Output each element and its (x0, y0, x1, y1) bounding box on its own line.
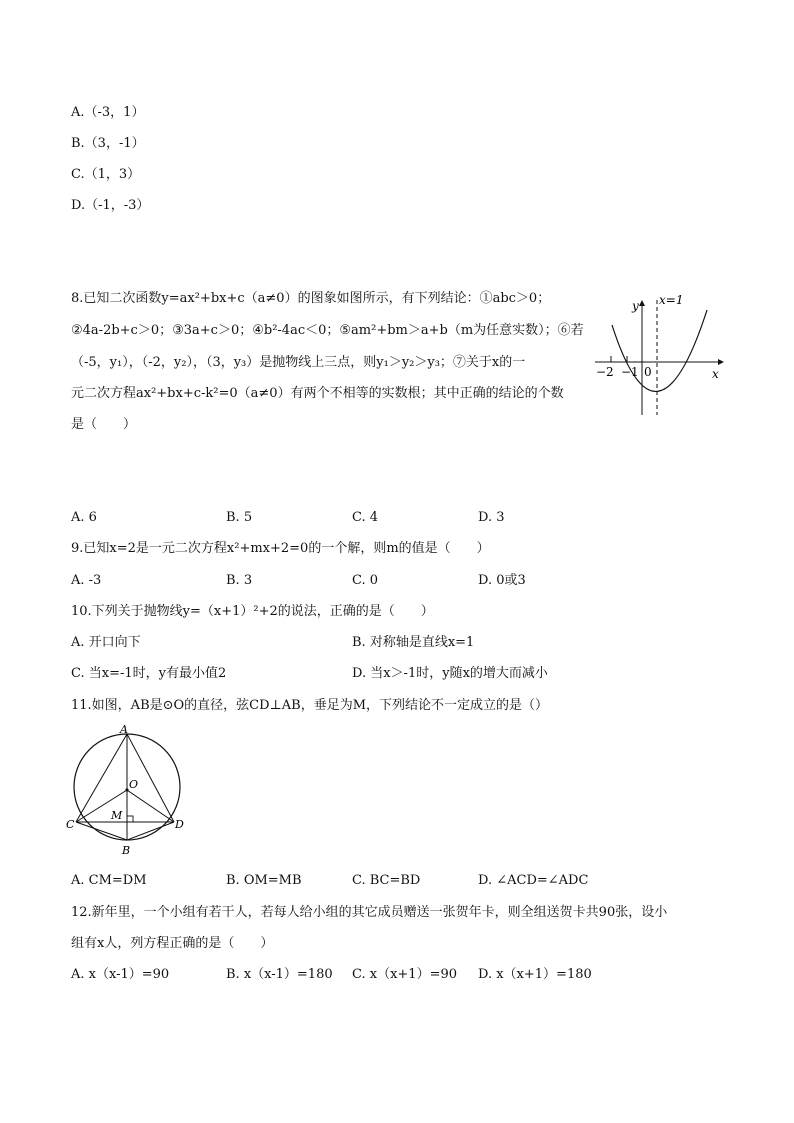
q8-text-line2: ②4a-2b+c＞0；③3a+c＞0；④b²-4ac＜0；⑤am²+bm＞a+b（m为任意实数）；⑥若 (71, 323, 584, 338)
q8-option-a: A. 6 (71, 510, 97, 525)
segment-bd (127, 822, 174, 840)
q10-option-d: D. 当x＞-1时，y随x的增大而减小 (352, 666, 548, 681)
graph-y-label: y (632, 299, 639, 313)
graph-x-label: x (712, 367, 719, 381)
graph-axis-line-label: x=1 (659, 293, 684, 307)
q10-option-c: C. 当x=-1时，y有最小值2 (71, 666, 227, 681)
q8-text-line3: （-5，y₁），（-2，y₂），（3，y₃）是抛物线上三点，则y₁＞y₂＞y₃；⑦关于x的一 (71, 355, 526, 370)
label-d: D (175, 818, 184, 831)
q11-option-a: A. CM=DM (71, 873, 147, 888)
q9-option-d: D. 0或3 (478, 573, 526, 588)
q7-option-c: C.（1，3） (71, 167, 141, 182)
q7-option-d: D.（-1，-3） (71, 198, 150, 213)
segment-bc (76, 822, 127, 840)
q12-option-c: C. x（x+1）=90 (352, 967, 458, 982)
graph-tick-neg1: −1 (621, 365, 639, 379)
graph-tick-neg2: −2 (596, 365, 614, 379)
q9-option-a: A. -3 (71, 573, 102, 588)
q8-option-b: B. 5 (226, 510, 253, 525)
right-angle-mark (127, 816, 133, 822)
label-m: M (111, 809, 123, 822)
q9-option-c: C. 0 (352, 573, 379, 588)
segment-od (127, 790, 174, 822)
q10-option-a: A. 开口向下 (71, 635, 141, 650)
q12-text-line1: 12.新年里，一个小组有若干人，若每人给小组的其它成员赠送一张贺年卡，则全组送贺卡共90张，设小 (71, 905, 668, 920)
label-c: C (66, 818, 75, 831)
q9-text: 9.已知x=2是一元二次方程x²+mx+2=0的一个解，则m的值是（ ） (71, 541, 490, 556)
q8-option-c: C. 4 (352, 510, 379, 525)
q9-option-b: B. 3 (226, 573, 253, 588)
q11-option-b: B. OM=MB (226, 873, 302, 888)
q7-option-b: B.（3，-1） (71, 136, 145, 151)
q8-text-line4: 元二次方程ax²+bx+c-k²=0（a≠0）有两个不相等的实数根；其中正确的结论的个数 (71, 386, 564, 401)
q10-option-b: B. 对称轴是直线x=1 (352, 635, 475, 650)
q12-option-b: B. x（x-1）=180 (226, 967, 333, 982)
label-b: B (122, 844, 131, 857)
q12-option-d: D. x（x+1）=180 (478, 967, 592, 982)
label-o: O (129, 778, 139, 791)
q11-option-c: C. BC=BD (352, 873, 421, 888)
y-axis-arrow (639, 300, 645, 306)
q8-text-line1: 8.已知二次函数y=ax²+bx+c（a≠0）的图象如图所示，有下列结论：①abc＞0； (71, 291, 551, 306)
q11-text: 11.如图，AB是⊙O的直径，弦CD⊥AB，垂足为M，下列结论不一定成立的是（） (71, 698, 549, 713)
q11-option-d: D. ∠ACD=∠ADC (478, 873, 589, 888)
q11-circle-figure (66, 723, 184, 859)
q10-text: 10.下列关于抛物线y=（x+1）²+2的说法，正确的是（ ） (71, 604, 434, 619)
q8-parabola-graph (590, 290, 730, 425)
parabola-curve (612, 310, 707, 391)
x-axis-arrow (718, 359, 724, 365)
q7-option-a: A.（-3，1） (71, 105, 145, 120)
label-a: A (120, 723, 128, 736)
q12-text-line2: 组有x人，列方程正确的是（ ） (71, 936, 274, 951)
q12-option-a: A. x（x-1）=90 (71, 967, 170, 982)
q8-option-d: D. 3 (478, 510, 505, 525)
q8-text-line5: 是（ ） (71, 417, 137, 432)
graph-origin: 0 (644, 365, 652, 379)
